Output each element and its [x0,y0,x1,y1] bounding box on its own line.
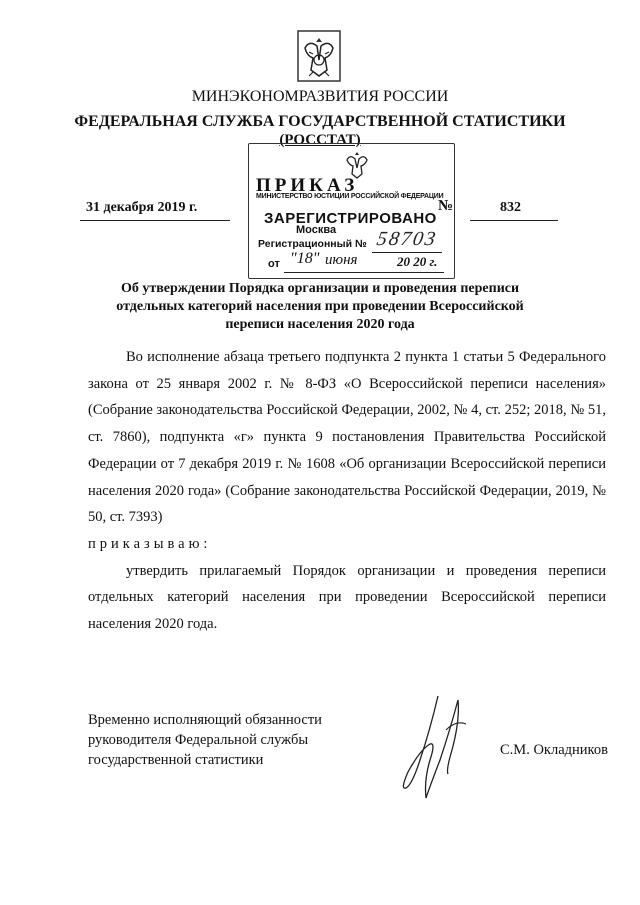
order-number: 832 [500,200,521,215]
service-short-name: (РОССТАТ) [279,132,361,148]
stamp-city: Москва [296,224,337,236]
body-paragraph-1: Во исполнение абзаца третьего подпункта 2 пункта 1 статьи 5 Федерального закона от 25 января 2002 г. № 8-ФЗ «О Всероссийской переписи населения» (Собрание законодательства Российской Федерации, 2002, № 4, ст. 252; 2018, № 51, ст. 7860), подпункта «г» пункта 9 постановления Правительства Российской Федерации от 7 декабря 2019 г. № 1608 «Об организации Всероссийской переписи населения 2020 года» (Собрание законодательства Российской Федерации, 2019, № 50, ст. 7393) [88,349,606,526]
stamp-date-underline [284,272,444,273]
ministry-name: МИНЭКОНОМРАЗВИТИЯ РОССИИ [191,88,449,105]
order-body [88,344,606,638]
stamp-ministry-label: МИНИСТЕРСТВО ЮСТИЦИИ РОССИЙСКОЙ ФЕДЕРАЦИИ [256,193,444,200]
coat-of-arms-icon [297,30,341,82]
stamp-date-year: 20 20 г. [397,254,438,269]
signatory-name: С.М. Окладников [500,742,608,758]
stamp-registration-label: Регистрационный № [258,238,367,250]
handwritten-signature [390,690,480,810]
date-underline [80,220,230,221]
signatory-position [88,710,322,770]
order-word: приказываю: [88,535,212,552]
number-sign: № [438,198,454,214]
position-line-1: Временно исполняющий обязанности [88,712,322,728]
stamp-date-prefix: от [268,258,280,270]
order-date: 31 декабря 2019 г. [86,200,198,215]
service-name: ФЕДЕРАЛЬНАЯ СЛУЖБА ГОСУДАРСТВЕННОЙ СТАТИСТИКИ [74,113,566,130]
position-line-3: государственной статистики [88,752,264,768]
stamp-status: ЗАРЕГИСТРИРОВАНО [264,210,437,227]
stamp-number-underline [372,252,442,253]
number-underline [470,220,558,221]
stamp-date-day: "18" [290,250,320,267]
body-paragraph-2: утвердить прилагаемый Порядок организации и проведения переписи отдельных категорий населения при проведении Всероссийской переписи населения 2020 года. [88,562,606,633]
order-title: Об утверждении Порядка организации и проведения переписи отдельных категорий населения при проведении Всероссийской переписи населения 2020 года [116,281,524,332]
stamp-registration-number: 58703 [375,228,440,250]
position-line-2: руководителя Федеральной службы [88,732,309,748]
order-type-heading: ПРИКАЗ [256,175,359,196]
stamp-date-month: июня [325,252,358,268]
